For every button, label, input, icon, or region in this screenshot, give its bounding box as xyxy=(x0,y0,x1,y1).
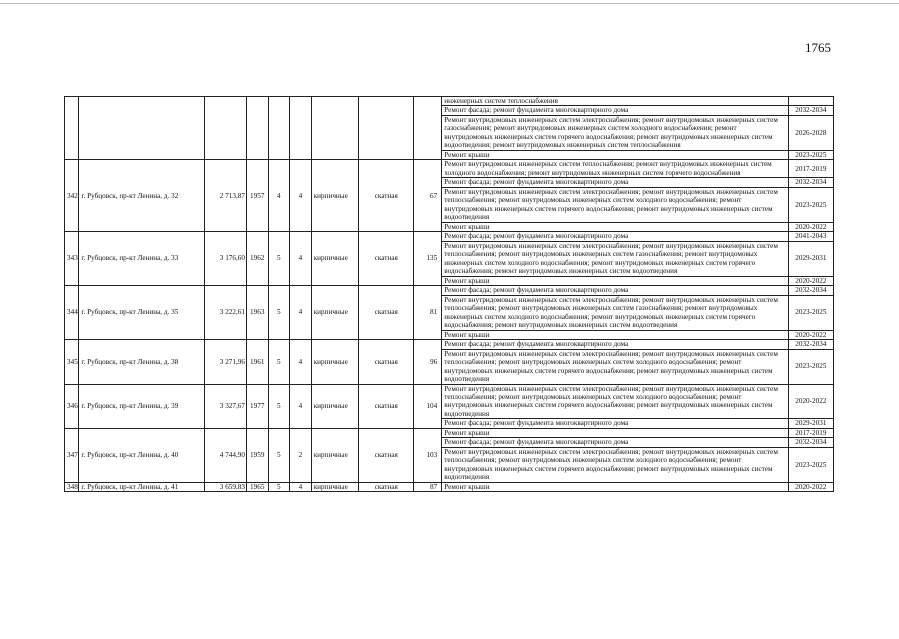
resident-count: 81 xyxy=(414,286,442,340)
build-year: 1957 xyxy=(246,160,268,232)
wall-material: кирпичные xyxy=(311,428,358,482)
build-year: 1965 xyxy=(246,482,268,491)
table-row xyxy=(65,160,834,178)
building-number: 347 xyxy=(65,428,79,482)
work-description: Ремонт внутридомовых инженерных систем теплоснабжения; ремонт внутридомовых инженерных систем холодного водоснабжения; ремонт внутридомовых инженерных систем горячего водоснабжения xyxy=(442,160,788,178)
roof-type: скатная xyxy=(358,340,414,384)
entrance-count: 4 xyxy=(290,232,312,286)
table-row xyxy=(65,97,834,106)
building-address: г. Рубцовск, пр-кт Ленина, д. 41 xyxy=(79,482,204,491)
floor-count: 5 xyxy=(268,428,290,482)
repair-schedule-table xyxy=(64,96,834,492)
floor-count: 5 xyxy=(268,340,290,384)
resident-count: 96 xyxy=(414,340,442,384)
floors-cell xyxy=(268,97,290,160)
build-year: 1962 xyxy=(246,232,268,286)
table-row xyxy=(65,286,834,295)
building-area: 3 327,67 xyxy=(204,384,246,428)
work-years: 2023-2025 xyxy=(788,187,833,222)
building-number: 343 xyxy=(65,232,79,286)
floor-count: 4 xyxy=(268,160,290,232)
building-address: г. Рубцовск, пр-кт Ленина, д. 38 xyxy=(79,340,204,384)
wall-material: кирпичные xyxy=(311,232,358,286)
year-cell xyxy=(246,97,268,160)
table-body xyxy=(65,97,834,492)
work-description: Ремонт внутридомовых инженерных систем электроснабжения; ремонт внутридомовых инженерных систем теплоснабжения; ремонт внутридомовых инженерных систем холодного водоснабжения; ремонт внутридомовых инженерных систем горячего водоснабжения; ремонт внутридомовых инженерных систем водоотведения xyxy=(442,349,788,384)
entrance-count: 4 xyxy=(290,160,312,232)
work-description: Ремонт внутридомовых инженерных систем электроснабжения; ремонт внутридомовых инженерных систем теплоснабжения; ремонт внутридомовых инженерных систем газоснабжения; ремонт внутридомовых инженерных систем холодного водоснабжения; ремонт внутридомовых инженерных систем горячего водоснабжения; ремонт внутридомовых инженерных систем водоотведения xyxy=(442,241,788,276)
resident-count: 67 xyxy=(414,160,442,232)
work-years: 2029-2031 xyxy=(788,419,833,428)
wall-material: кирпичные xyxy=(311,286,358,340)
work-description: инженерных систем теплоснабжения xyxy=(442,97,788,106)
work-years: 2023-2025 xyxy=(788,150,833,159)
build-year: 1959 xyxy=(246,428,268,482)
roof-type: скатная xyxy=(358,482,414,491)
roof-type: скатная xyxy=(358,384,414,428)
page-number: 1765 xyxy=(805,40,831,55)
wall-material: кирпичные xyxy=(311,482,358,491)
roof-type: скатная xyxy=(358,232,414,286)
building-area: 3 659,83 xyxy=(204,482,246,491)
walls-cell xyxy=(311,97,358,160)
entrances-cell xyxy=(290,97,312,160)
roof-type: скатная xyxy=(358,160,414,232)
area-cell xyxy=(204,97,246,160)
building-area: 3 222,61 xyxy=(204,286,246,340)
wall-material: кирпичные xyxy=(311,340,358,384)
resident-count: 103 xyxy=(414,428,442,482)
roof-cell xyxy=(358,97,414,160)
building-address: г. Рубцовск, пр-кт Ленина, д. 33 xyxy=(79,232,204,286)
work-years: 2020-2022 xyxy=(788,276,833,285)
building-number: 344 xyxy=(65,286,79,340)
roof-type: скатная xyxy=(358,286,414,340)
work-description: Ремонт фасада; ремонт фундамента многоквартирного дома xyxy=(442,286,788,295)
work-years: 2041-2043 xyxy=(788,232,833,241)
work-description: Ремонт крыши xyxy=(442,222,788,231)
table-row xyxy=(65,232,834,241)
building-area: 4 744,90 xyxy=(204,428,246,482)
resident-count: 87 xyxy=(414,482,442,491)
work-description: Ремонт внутридомовых инженерных систем электроснабжения; ремонт внутридомовых инженерных систем теплоснабжения; ремонт внутридомовых инженерных систем холодного водоснабжения; ремонт внутридомовых инженерных систем горячего водоснабжения; ремонт внутридомовых инженерных систем водоотведения xyxy=(442,187,788,222)
work-description: Ремонт фасада; ремонт фундамента многоквартирного дома xyxy=(442,178,788,187)
work-years: 2020-2022 xyxy=(788,482,833,491)
work-years: 2020-2022 xyxy=(788,330,833,339)
work-years: 2020-2022 xyxy=(788,222,833,231)
building-address: г. Рубцовск, пр-кт Ленина, д. 40 xyxy=(79,428,204,482)
work-description: Ремонт крыши xyxy=(442,482,788,491)
work-description: Ремонт фасада; ремонт фундамента многоквартирного дома xyxy=(442,232,788,241)
building-area: 3 176,60 xyxy=(204,232,246,286)
work-years: 2029-2031 xyxy=(788,241,833,276)
work-years: 2020-2022 xyxy=(788,384,833,419)
work-years: 2032-2034 xyxy=(788,340,833,349)
entrance-count: 4 xyxy=(290,384,312,428)
work-description: Ремонт фасада; ремонт фундамента многоквартирного дома xyxy=(442,419,788,428)
table-row xyxy=(65,384,834,419)
build-year: 1977 xyxy=(246,384,268,428)
building-number: 346 xyxy=(65,384,79,428)
roof-type: скатная xyxy=(358,428,414,482)
work-description: Ремонт внутридомовых инженерных систем электроснабжения; ремонт внутридомовых инженерных систем теплоснабжения; ремонт внутридомовых инженерных систем холодного водоснабжения; ремонт внутридомовых инженерных систем горячего водоснабжения; ремонт внутридомовых инженерных систем водоотведения xyxy=(442,384,788,419)
table-row xyxy=(65,428,834,437)
scan-top-edge xyxy=(0,3,899,4)
floor-count: 5 xyxy=(268,482,290,491)
work-years: 2017-2019 xyxy=(788,160,833,178)
building-address: г. Рубцовск, пр-кт Ленина, д. 32 xyxy=(79,160,204,232)
floor-count: 5 xyxy=(268,384,290,428)
work-years: 2023-2025 xyxy=(788,349,833,384)
residents-cell xyxy=(414,97,442,160)
wall-material: кирпичные xyxy=(311,160,358,232)
work-years xyxy=(788,97,833,106)
work-description: Ремонт фасада; ремонт фундамента многоквартирного дома xyxy=(442,106,788,115)
work-years: 2032-2034 xyxy=(788,286,833,295)
floor-count: 5 xyxy=(268,232,290,286)
work-description: Ремонт внутридомовых инженерных систем электроснабжения; ремонт внутридомовых инженерных систем теплоснабжения; ремонт внутридомовых инженерных систем холодного водоснабжения; ремонт внутридомовых инженерных систем горячего водоснабжения; ремонт внутридомовых инженерных систем водоотведения xyxy=(442,447,788,482)
work-years: 2023-2025 xyxy=(788,447,833,482)
num-cell xyxy=(65,97,79,160)
work-years: 2032-2034 xyxy=(788,438,833,447)
work-years: 2023-2025 xyxy=(788,295,833,330)
work-years: 2017-2019 xyxy=(788,428,833,437)
wall-material: кирпичные xyxy=(311,384,358,428)
building-address: г. Рубцовск, пр-кт Ленина, д. 35 xyxy=(79,286,204,340)
work-years: 2026-2028 xyxy=(788,115,833,150)
work-years: 2032-2034 xyxy=(788,106,833,115)
address-cell xyxy=(79,97,204,160)
work-description: Ремонт фасада; ремонт фундамента многоквартирного дома xyxy=(442,340,788,349)
work-years: 2032-2034 xyxy=(788,178,833,187)
work-description: Ремонт внутридомовых инженерных систем электроснабжения; ремонт внутридомовых инженерных систем теплоснабжения; ремонт внутридомовых инженерных систем газоснабжения; ремонт внутридомовых инженерных систем холодного водоснабжения; ремонт внутридомовых инженерных систем горячего водоснабжения; ремонт внутридомовых инженерных систем водоотведения xyxy=(442,295,788,330)
work-description: Ремонт фасада; ремонт фундамента многоквартирного дома xyxy=(442,438,788,447)
building-number: 342 xyxy=(65,160,79,232)
entrance-count: 4 xyxy=(290,340,312,384)
table-row xyxy=(65,482,834,491)
building-number: 348 xyxy=(65,482,79,491)
building-area: 2 713,87 xyxy=(204,160,246,232)
entrance-count: 2 xyxy=(290,428,312,482)
work-description: Ремонт крыши xyxy=(442,276,788,285)
building-area: 3 271,96 xyxy=(204,340,246,384)
work-description: Ремонт крыши xyxy=(442,428,788,437)
building-address: г. Рубцовск, пр-кт Ленина, д. 39 xyxy=(79,384,204,428)
work-description: Ремонт крыши xyxy=(442,150,788,159)
work-description: Ремонт внутридомовых инженерных систем электроснабжения; ремонт внутридомовых инженерных систем газоснабжения; ремонт внутридомовых инженерных систем холодного водоснабжения; ремонт внутридомовых инженерных систем горячего водоснабжения; ремонт внутридомовых инженерных систем водоотведения; ремонт внутридомовых инженерных систем теплоснабжения xyxy=(442,115,788,150)
entrance-count: 4 xyxy=(290,286,312,340)
building-number: 345 xyxy=(65,340,79,384)
resident-count: 135 xyxy=(414,232,442,286)
table-row xyxy=(65,340,834,349)
floor-count: 5 xyxy=(268,286,290,340)
work-description: Ремонт крыши xyxy=(442,330,788,339)
resident-count: 104 xyxy=(414,384,442,428)
build-year: 1963 xyxy=(246,286,268,340)
entrance-count: 4 xyxy=(290,482,312,491)
build-year: 1961 xyxy=(246,340,268,384)
